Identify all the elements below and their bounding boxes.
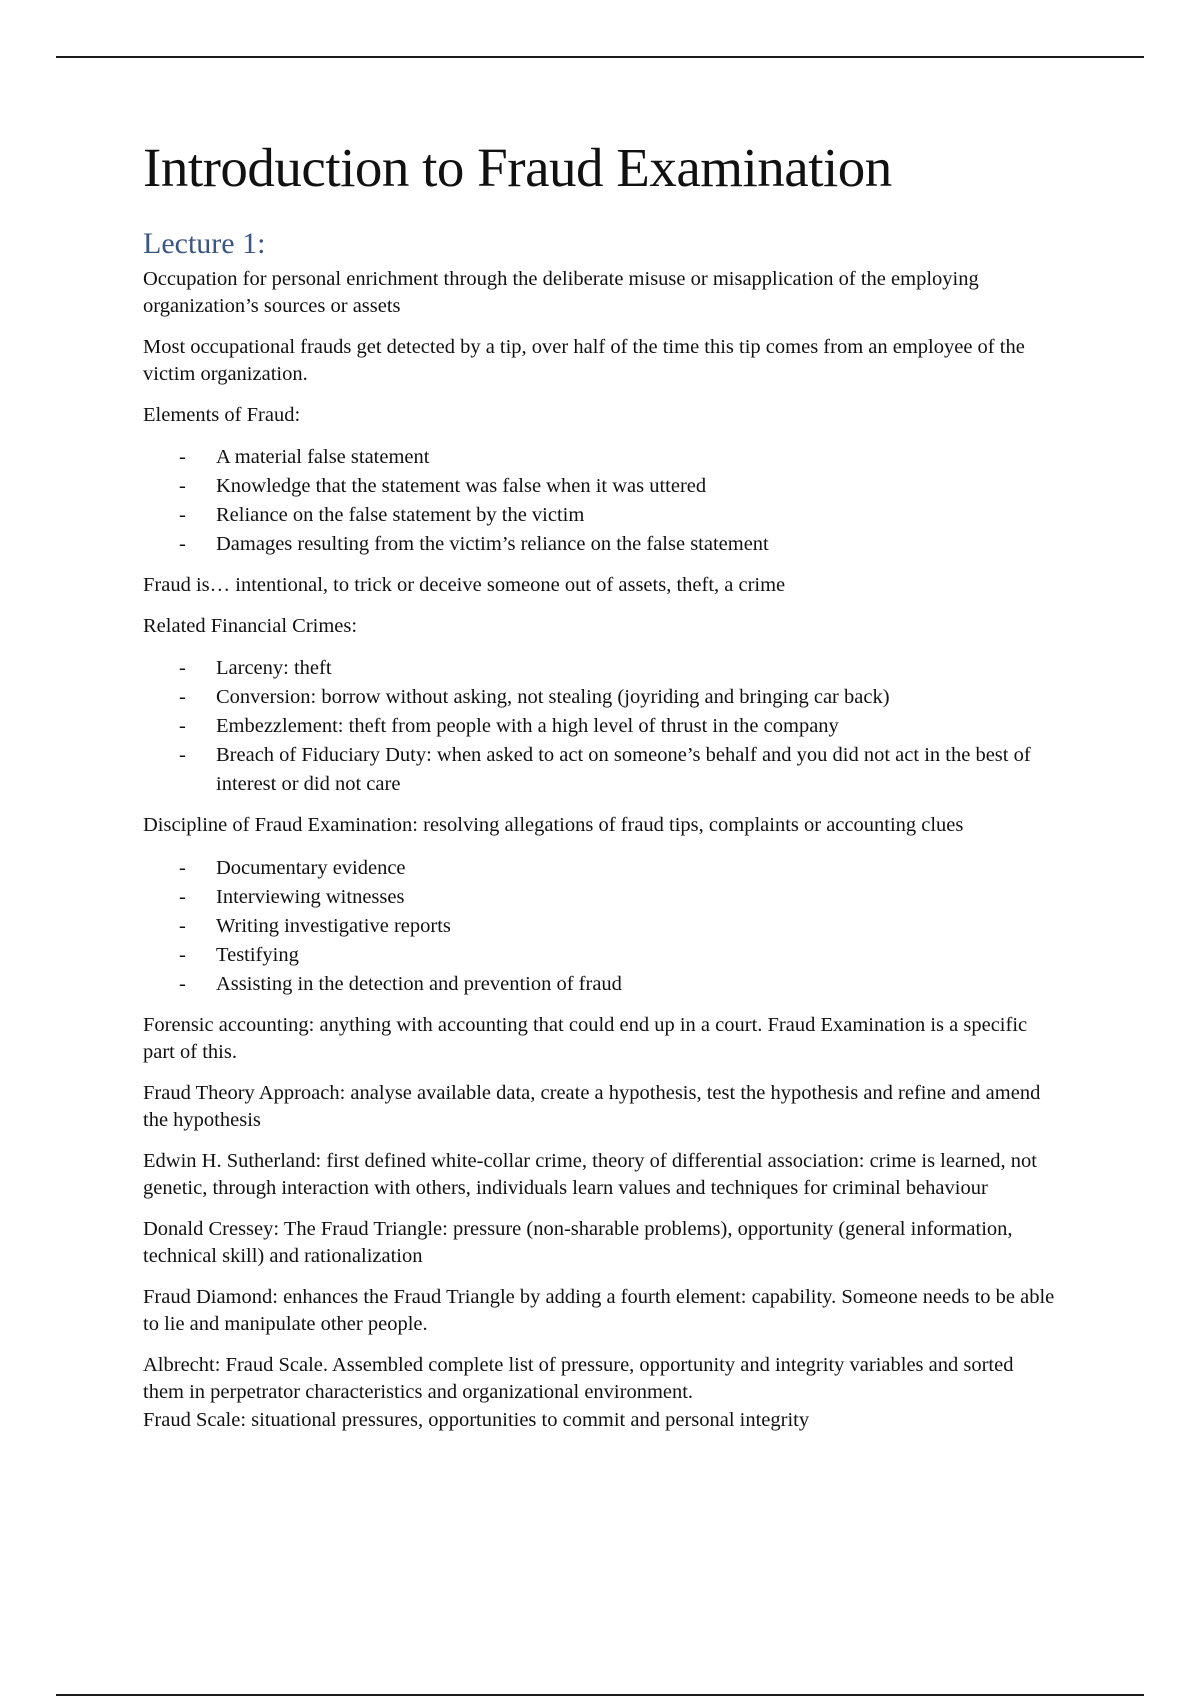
bullet-dash: - [179, 914, 186, 937]
bullet-dash: - [179, 533, 186, 555]
list-item: - Interviewing witnesses [143, 883, 1058, 912]
list-item: - Larceny: theft [143, 654, 1058, 683]
document-title: Introduction to Fraud Examination [143, 137, 892, 198]
bullet-dash: - [179, 885, 186, 908]
bullet-dash: - [179, 657, 186, 679]
list-item: - Damages resulting from the victim’s reliance on the false statement [143, 530, 1058, 559]
lecture-heading: Lecture 1: [143, 226, 266, 260]
list-item: - Assisting in the detection and prevention of fraud [143, 970, 1058, 999]
paragraph-fraud-diamond: Fraud Diamond: enhances the Fraud Triangle by adding a fourth element: capability. Someone needs to be able to lie and manipulate other people. [143, 1285, 1055, 1335]
elements-heading: Elements of Fraud: [143, 403, 301, 426]
elements-list [143, 443, 1058, 559]
list-item: - Writing investigative reports [143, 912, 1058, 941]
bullet-dash: - [179, 856, 186, 879]
paragraph-albrecht: Albrecht: Fraud Scale. Assembled complete list of pressure, opportunity and integrity variables and sorted them in perpetrator characteristics and organizational environment. [143, 1353, 1014, 1403]
paragraph-forensic-accounting: Forensic accounting: anything with accounting that could end up in a court. Fraud Examination is a specific part of this. [143, 1013, 1028, 1063]
document-body [143, 138, 1058, 1447]
related-crimes-heading: Related Financial Crimes: [143, 614, 358, 637]
list-item: - Documentary evidence [143, 854, 1058, 883]
list-item: - A material false statement [143, 443, 1058, 472]
bullet-dash: - [179, 504, 186, 526]
list-item: - Testifying [143, 941, 1058, 970]
list-item: - Breach of Fiduciary Duty: when asked to act on someone’s behalf and you did not act in the best of interest or did not care [143, 741, 1058, 799]
paragraph-discipline: Discipline of Fraud Examination: resolving allegations of fraud tips, complaints or accounting clues [143, 814, 964, 836]
bullet-dash: - [179, 744, 186, 766]
list-item: - Conversion: borrow without asking, not stealing (joyriding and bringing car back) [143, 683, 1058, 712]
paragraph-cressey: Donald Cressey: The Fraud Triangle: pressure (non-sharable problems), opportunity (general information, technical skill) and rationalization [143, 1217, 1013, 1267]
list-item: - Reliance on the false statement by the victim [143, 501, 1058, 530]
discipline-list [143, 854, 1058, 999]
paragraph-fraud-theory: Fraud Theory Approach: analyse available data, create a hypothesis, test the hypothesis and refine and amend the hypothesis [143, 1081, 1041, 1131]
paragraph-fraud-is: Fraud is… intentional, to trick or deceive someone out of assets, theft, a crime [143, 574, 786, 596]
related-crimes-list [143, 654, 1058, 799]
bottom-rule [56, 1694, 1144, 1696]
top-rule [56, 56, 1144, 58]
paragraph-occupation: Occupation for personal enrichment through the deliberate misuse or misapplication of the employing organization’s sources or assets [143, 267, 979, 317]
paragraph-fraud-scale: Fraud Scale: situational pressures, opportunities to commit and personal integrity [143, 1408, 810, 1431]
paragraph-detection: Most occupational frauds get detected by a tip, over half of the time this tip comes from an employee of the victim organization. [143, 335, 1025, 385]
bullet-dash: - [179, 715, 186, 737]
bullet-dash: - [179, 446, 186, 468]
bullet-dash: - [179, 972, 186, 995]
list-item: - Embezzlement: theft from people with a high level of thrust in the company [143, 712, 1058, 741]
paragraph-sutherland: Edwin H. Sutherland: first defined white-collar crime, theory of differential association: crime is learned, not genetic, through interaction with others, individuals learn values and techniques for criminal behaviour [143, 1149, 1037, 1199]
bullet-dash: - [179, 475, 186, 497]
bullet-dash: - [179, 686, 186, 708]
list-item: - Knowledge that the statement was false when it was uttered [143, 472, 1058, 501]
bullet-dash: - [179, 943, 186, 966]
